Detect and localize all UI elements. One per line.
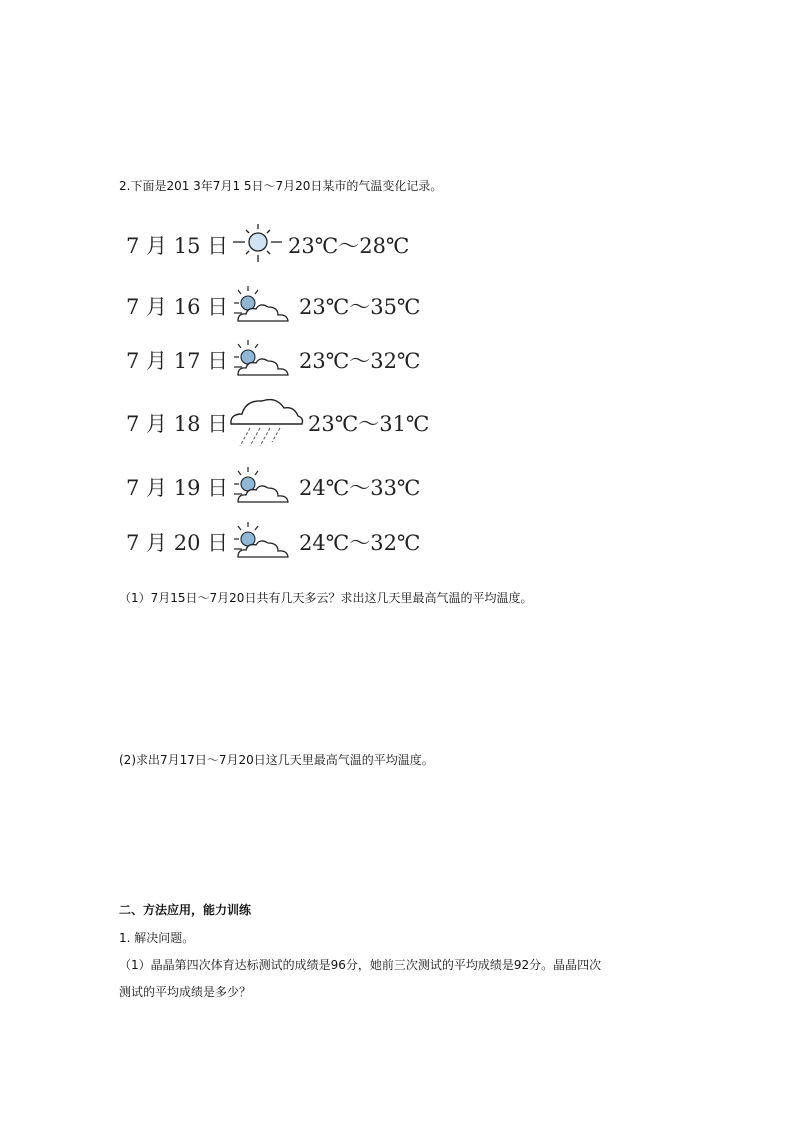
record-date: 7 月 18 日 xyxy=(126,412,229,436)
record-temperature: 23℃～35℃ xyxy=(299,295,421,319)
sub-question-2: (2)求出7月17日～7月20日这几天里最高气温的平均温度。 xyxy=(119,753,434,767)
record-temperature: 23℃～28℃ xyxy=(288,234,410,258)
rain-cloud-icon xyxy=(228,392,306,454)
record-temperature: 24℃～33℃ xyxy=(299,476,421,500)
record-date: 7 月 20 日 xyxy=(126,531,229,555)
problem-1-title: 1. 解决问题。 xyxy=(119,931,195,945)
partly-cloudy-icon xyxy=(230,337,294,383)
question-2-intro: 2.下面是201 3年7月1 5日～7月20日某市的气温变化记录。 xyxy=(119,179,443,193)
sub-question-1: （1）7月15日～7月20日共有几天多云？求出这几天里最高气温的平均温度。 xyxy=(119,591,533,605)
record-date: 7 月 19 日 xyxy=(126,476,229,500)
partly-cloudy-icon xyxy=(230,519,294,565)
record-date: 7 月 16 日 xyxy=(126,295,229,319)
section-heading: 二、方法应用，能力训练 xyxy=(119,903,252,917)
record-temperature: 23℃～31℃ xyxy=(308,412,430,436)
record-date: 7 月 15 日 xyxy=(126,234,229,258)
record-temperature: 23℃～32℃ xyxy=(299,349,421,373)
problem-1-text-line-2: 测试的平均成绩是多少？ xyxy=(119,985,252,999)
record-date: 7 月 17 日 xyxy=(126,349,229,373)
partly-cloudy-icon xyxy=(230,283,294,329)
problem-1-text-line-1: （1）晶晶第四次体育达标测试的成绩是96分，她前三次测试的平均成绩是92分。晶晶四次 xyxy=(119,958,602,972)
sun-icon xyxy=(230,220,286,272)
record-temperature: 24℃～32℃ xyxy=(299,531,421,555)
partly-cloudy-icon xyxy=(230,464,294,510)
